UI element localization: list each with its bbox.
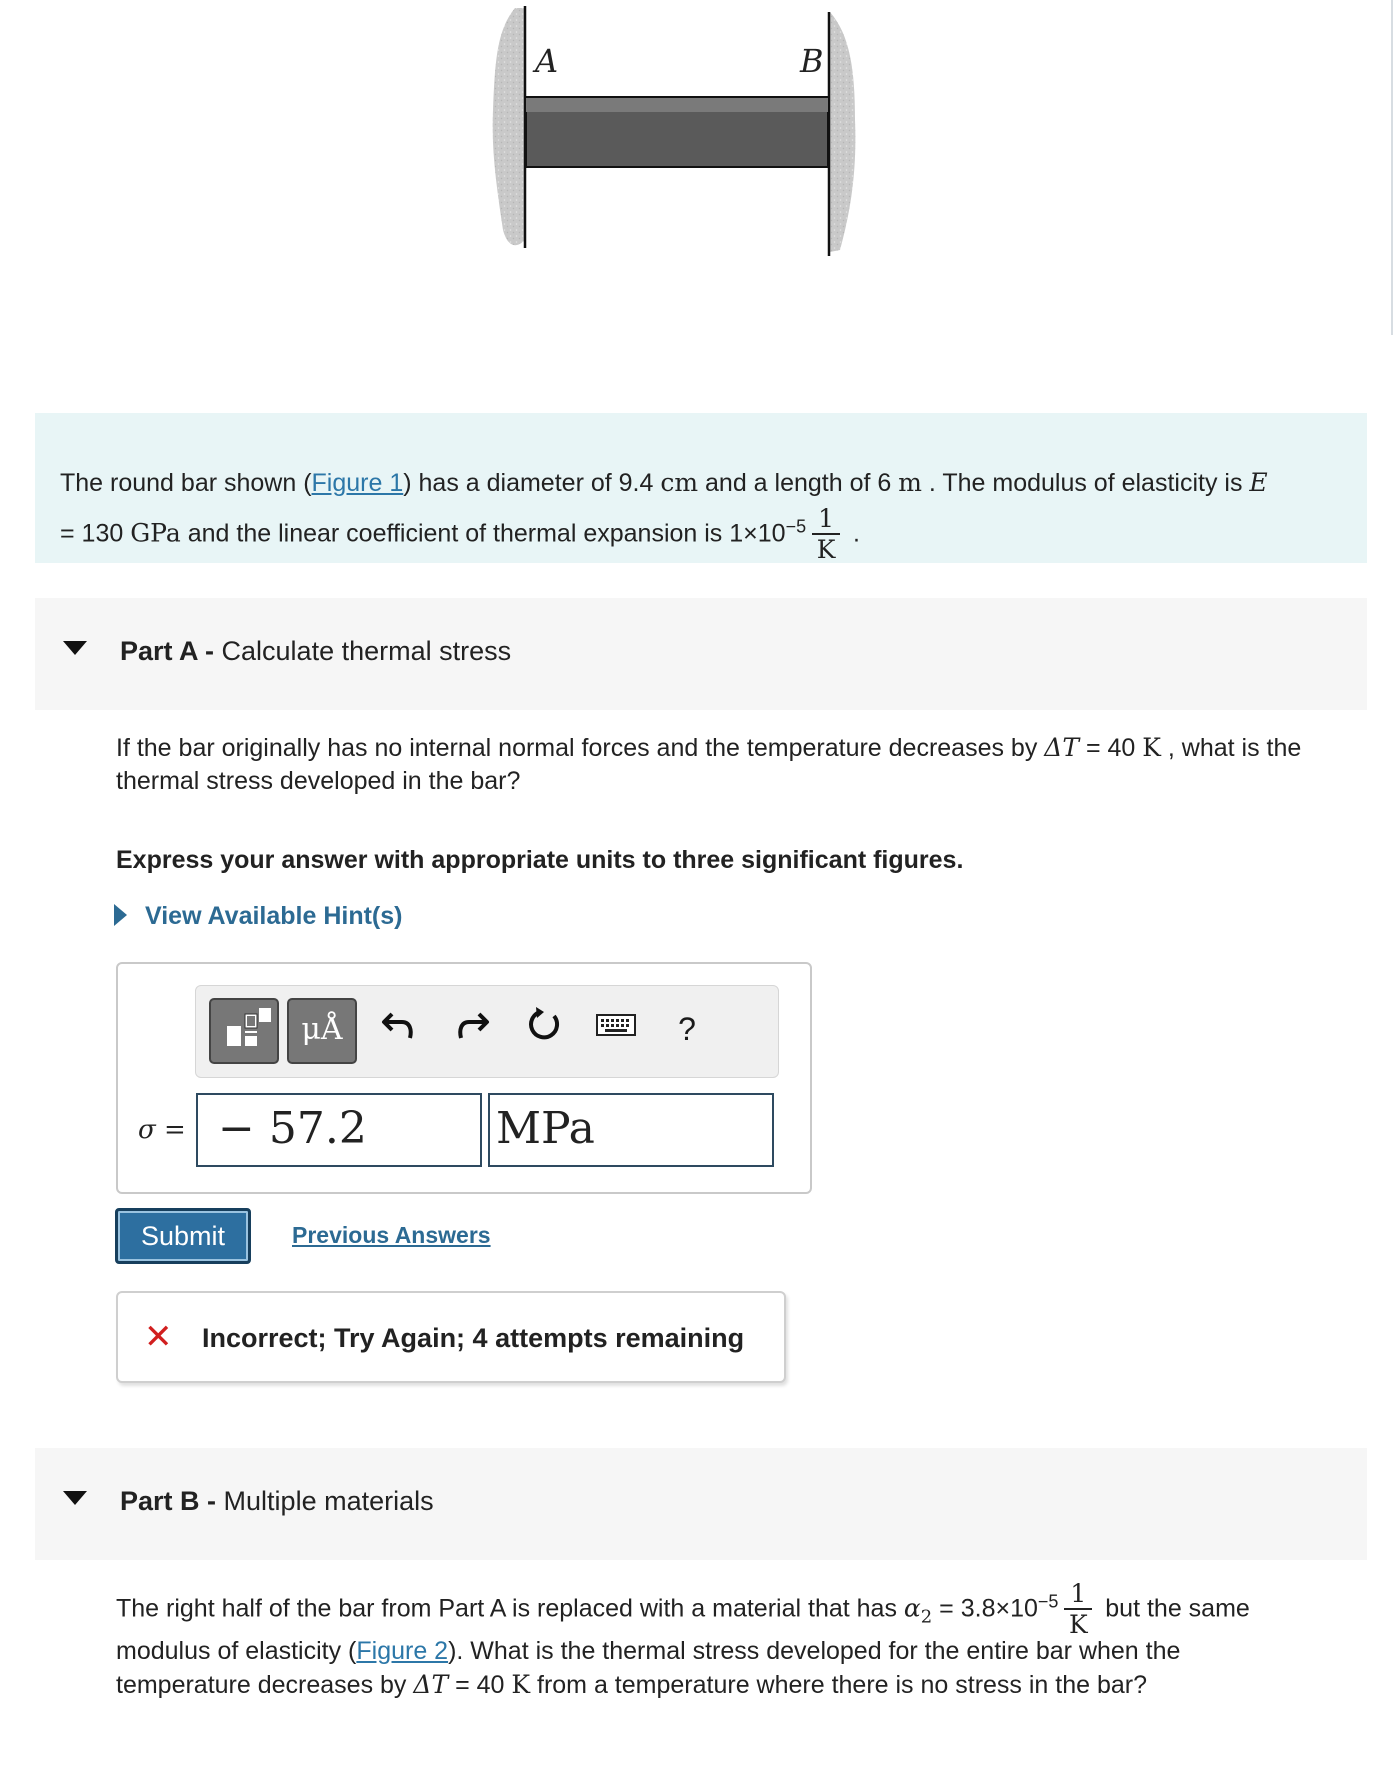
incorrect-icon: ✕	[144, 1318, 173, 1356]
part-b-title: Part B - Multiple materials	[120, 1486, 434, 1516]
sigma-label: σ =	[138, 1115, 186, 1145]
part-b-question: The right half of the bar from Part A is replaced with a material that has $\alpha_2 = 3.8\times 10^{-5}$ $\frac{1}{K}$ but the same modulus of elasticity (Figure 2). What is the thermal stress developed for the entire bar when the temperature decreases by ΔT = 40 K from a temperature where there is no stress in the bar?	[116, 1579, 1250, 1699]
collapse-caret-icon[interactable]	[63, 1491, 87, 1505]
expand-triangle-icon	[114, 904, 127, 926]
collapse-caret-icon[interactable]	[63, 641, 87, 655]
scrollbar-track[interactable]	[1391, 0, 1393, 335]
units-button[interactable]: μÅ	[287, 998, 357, 1064]
part-a-title: Part A - Calculate thermal stress	[120, 636, 512, 666]
intro-line-2: = 130 GPa and the linear coefficient of thermal expansion is $1\times 10^{-5}$ $\frac{1}{K}$ .	[60, 504, 860, 564]
undo-icon[interactable]	[373, 1004, 423, 1054]
redo-icon[interactable]	[448, 1004, 498, 1054]
submit-button[interactable]: Submit	[115, 1208, 251, 1264]
feedback-message: Incorrect; Try Again; 4 attempts remaining	[202, 1323, 745, 1353]
part-a-question: If the bar originally has no internal normal forces and the temperature decreases by ΔT = 40 K , what is the thermal stress developed in the bar?	[116, 733, 1302, 795]
previous-answers-link[interactable]: Previous Answers	[292, 1222, 491, 1248]
view-hints-link[interactable]: View Available Hint(s)	[114, 902, 402, 931]
answer-units-input[interactable]: MPa	[488, 1093, 774, 1167]
bar-figure	[455, 0, 900, 260]
problem-intro	[35, 413, 1367, 563]
templates-button[interactable]	[209, 998, 279, 1064]
right-wall	[830, 12, 855, 252]
math-toolbar	[195, 985, 779, 1078]
help-icon[interactable]: ?	[678, 1011, 696, 1047]
answer-value-input[interactable]: − 57.2	[196, 1093, 482, 1167]
templates-icon	[211, 1000, 277, 1062]
reset-icon[interactable]	[519, 1004, 569, 1054]
part-a-header[interactable]	[35, 598, 1367, 710]
answer-instruction: Express your answer with appropriate units to three significant figures.	[116, 846, 964, 874]
intro-line-1: The round bar shown (Figure 1) has a diameter of 9.4 cm and a length of 6 m . The modulus of elasticity is E	[60, 468, 1268, 497]
label-b: B	[800, 42, 824, 80]
keyboard-icon[interactable]	[591, 1004, 641, 1054]
left-wall	[493, 8, 525, 245]
figure-2-link[interactable]: Figure 2	[356, 1637, 449, 1665]
part-b-header[interactable]	[35, 1448, 1367, 1560]
figure-1-link[interactable]: Figure 1	[311, 469, 404, 497]
label-a: A	[535, 42, 559, 80]
feedback-box	[116, 1291, 786, 1383]
